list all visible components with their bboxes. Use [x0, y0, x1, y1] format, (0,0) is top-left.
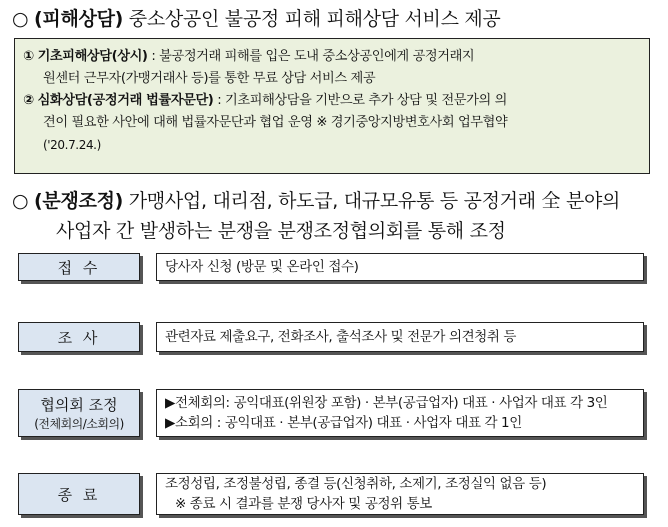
- item-continuation: 원센터 근무자(가맹거래사 등)를 통한 무료 상담 서비스 제공: [43, 71, 376, 86]
- step-desc-line: ▶전체회의: 공익대표(위원장 포함) · 본부(공급업자) 대표 · 사업자 대표 각 3인: [165, 395, 608, 411]
- item-title: 기초피해상담(상시): [37, 49, 148, 64]
- section-text: 가맹사업, 대리점, 하도급, 대규모유통 등 공정거래 全 분야의: [128, 190, 621, 212]
- step-label-text: 종 료: [57, 485, 101, 504]
- list-item-advanced-consultation: [23, 90, 641, 112]
- consultation-detail-box: [14, 38, 650, 174]
- step-desc-closure: [156, 473, 644, 515]
- step-desc-reception: [156, 253, 644, 281]
- step-desc-line: 조정성립, 조정불성립, 종결 등(신청취하, 소제기, 조정실익 없음 등): [165, 476, 547, 492]
- item-text: : 기초피해상담을 기반으로 추가 상담 및 전문가의 의: [217, 93, 507, 108]
- step-desc-mediation: [156, 389, 644, 437]
- circle-bullet-icon: ○: [12, 8, 29, 30]
- item-continuation: 견이 필요한 사안에 대해 법률자문단과 협업 운영 ※ 경기중앙지방변호사회 업무협약: [43, 115, 508, 130]
- step-label-mediation: [18, 389, 140, 437]
- step-desc-line: ※ 종료 시 결과를 분쟁 당사자 및 공정위 통보: [175, 496, 432, 512]
- step-desc-line: 관련자료 제출요구, 전화조사, 출석조사 및 전문가 의견청취 등: [165, 329, 517, 345]
- section-text: 중소상공인 불공정 피해 피해상담 서비스 제공: [128, 8, 501, 30]
- item-number: ①: [23, 49, 34, 64]
- section-heading-dispute: [12, 188, 620, 214]
- step-label-text: 협의회 조정: [40, 396, 118, 414]
- step-label-reception: [18, 253, 140, 281]
- section-title: (피해상담): [34, 8, 124, 30]
- list-item-basic-consultation: [23, 46, 641, 68]
- section-text-continuation: 사업자 간 발생하는 분쟁을 분쟁조정협의회를 통해 조정: [56, 220, 506, 242]
- step-label-investigation: [18, 322, 140, 352]
- step-label-subtext: (전체회의/소회의): [34, 417, 124, 431]
- step-label-closure: [18, 473, 140, 515]
- circle-bullet-icon: ○: [12, 190, 29, 212]
- step-desc-line: 당사자 신청 (방문 및 온라인 접수): [165, 259, 359, 275]
- item-number: ②: [23, 93, 34, 108]
- step-desc-investigation: [156, 322, 644, 352]
- step-label-text: 접 수: [57, 258, 101, 277]
- section-heading-consultation: [12, 6, 501, 32]
- item-date: ('20.7.24.): [43, 138, 101, 152]
- section-title: (분쟁조정): [34, 190, 124, 212]
- step-label-text: 조 사: [57, 328, 101, 347]
- item-text: : 불공정거래 피해를 입은 도내 중소상공인에게 공정거래지: [151, 49, 475, 64]
- item-title: 심화상담(공정거래 법률자문단): [37, 93, 214, 108]
- step-desc-line: ▶소회의 : 공익대표 · 본부(공급업자) 대표 · 사업자 대표 각 1인: [165, 415, 522, 431]
